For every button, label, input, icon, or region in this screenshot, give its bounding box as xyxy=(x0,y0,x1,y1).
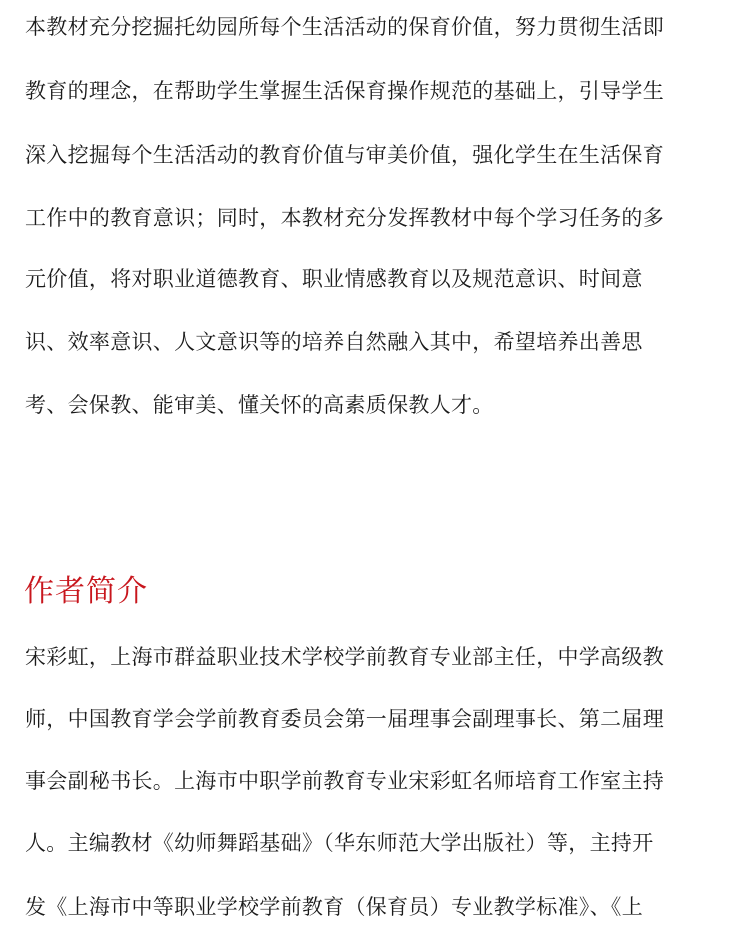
author-bio-line: 宋彩虹，上海市群益职业技术学校学前教育专业部主任，中学高级教 xyxy=(25,645,664,669)
author-bio-line: 人。主编教材《幼师舞蹈基础》（华东师范大学出版社）等，主持开 xyxy=(25,831,654,855)
author-bio-line: 师，中国教育学会学前教育委员会第一届理事会副理事长、第二届理 xyxy=(25,707,664,731)
intro-line: 本教材充分挖掘托幼园所每个生活活动的保育价值，努力贯彻生活即 xyxy=(25,15,664,39)
intro-line: 教育的理念，在帮助学生掌握生活保育操作规范的基础上，引导学生 xyxy=(25,79,664,103)
intro-line: 元价值，将对职业道德教育、职业情感教育以及规范意识、时间意 xyxy=(25,267,643,291)
author-section-heading: 作者简介 xyxy=(24,574,148,609)
author-bio-line: 发《上海市中等职业学校学前教育（保育员）专业教学标准》、《上 xyxy=(25,895,643,919)
intro-line: 工作中的教育意识；同时，本教材充分发挥教材中每个学习任务的多 xyxy=(25,206,664,230)
intro-line: 深入挖掘每个生活活动的教育价值与审美价值，强化学生在生活保育 xyxy=(25,143,664,167)
author-bio-line: 事会副秘书长。上海市中职学前教育专业宋彩虹名师培育工作室主持 xyxy=(25,769,664,793)
intro-line: 识、效率意识、人文意识等的培养自然融入其中，希望培养出善思 xyxy=(25,330,643,354)
intro-line: 考、会保教、能审美、懂关怀的高素质保教人才。 xyxy=(25,393,494,417)
